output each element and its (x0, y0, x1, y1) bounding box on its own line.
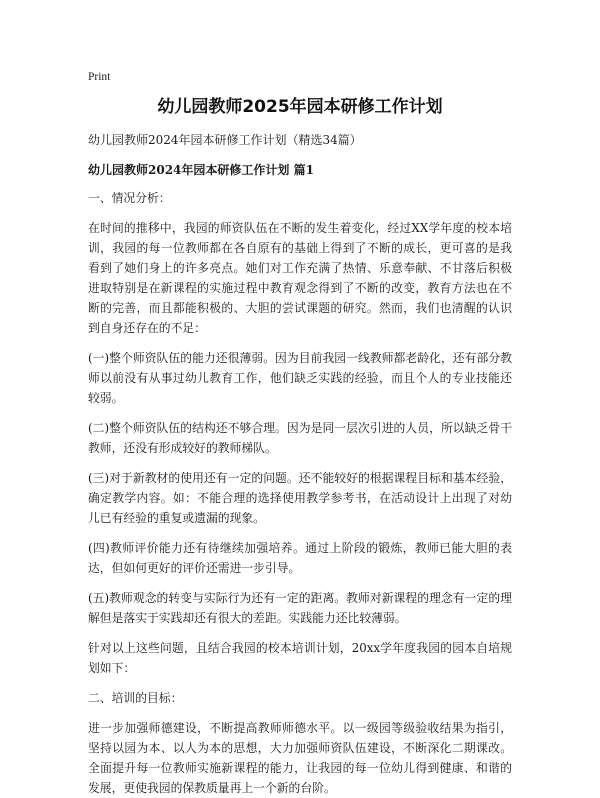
document-title: 幼儿园教师2025年园本研修工作计划 (157, 97, 443, 117)
section-heading: 幼儿园教师2024年园本研修工作计划 篇1 (88, 163, 314, 177)
heading-situation-analysis: 一、情况分析： (88, 191, 171, 205)
paragraph-intro: 在时间的推移中，我园的师资队伍在不断的发生着变化，经过XX学年度的校本培训，我园的每一位教师都在各自原有的基础上得到了不断的成长，更可喜的是我看到了她们身上的许多亮点。她们对工作充满了热情、乐意奉献、不甘落后积极进取特别是在新课程的实施过程中教育观念得到了不断的改变，教育方法也在不断的完善，而且都能积极的、大胆的尝试课题的研究。然而，我们也清醒的认识到自身还存在的不足： (88, 221, 512, 335)
paragraph-point-5: (五)教师观念的转变与实际行为还有一定的距离。教师对新课程的理念有一定的理解但是落实于实践却还有很大的差距。实践能力还比较薄弱。 (88, 591, 512, 625)
print-label: Print (88, 71, 111, 83)
heading-training-goals: 二、培训的目标： (88, 691, 183, 705)
paragraph-training-goals: 进一步加强师德建设，不断提高教师师德水平。以一级园等级验收结果为指引，坚持以园为本、以人为本的思想，大力加强师资队伍建设，不断深化二期课改。全面提升每一位教师实施新课程的能力，让我园的每一位幼儿得到健康、和谐的发展，更使我园的保教质量再上一个新的台阶。 (88, 721, 512, 795)
paragraph-point-1: (一)整个师资队伍的能力还很薄弱。因为目前我园一线教师都老龄化，还有部分教师以前没有从事过幼儿教育工作，他们缺乏实践的经验，而且个人的专业技能还较弱。 (88, 351, 512, 405)
paragraph-plan-intro: 针对以上这些问题，且结合我园的校本培训计划，20xx学年度我园的园本自培规划如下： (88, 641, 512, 675)
document-subtitle: 幼儿园教师2024年园本研修工作计划（精选34篇） (88, 133, 362, 147)
paragraph-point-2: (二)整个师资队伍的结构还不够合理。因为是同一层次引进的人员，所以缺乏骨干教师，还没有形成较好的教师梯队。 (88, 421, 512, 455)
paragraph-point-4: (四)教师评价能力还有待继续加强培养。通过上阶段的锻炼，教师已能大胆的表达，但如何更好的评价还需进一步引导。 (88, 541, 512, 575)
paragraph-point-3: (三)对于新教材的使用还有一定的问题。还不能较好的根据课程目标和基本经验，确定教学内容。如：不能合理的选择使用教学参考书，在活动设计上出现了对幼儿已有经验的重复或遗漏的现象。 (88, 471, 512, 525)
